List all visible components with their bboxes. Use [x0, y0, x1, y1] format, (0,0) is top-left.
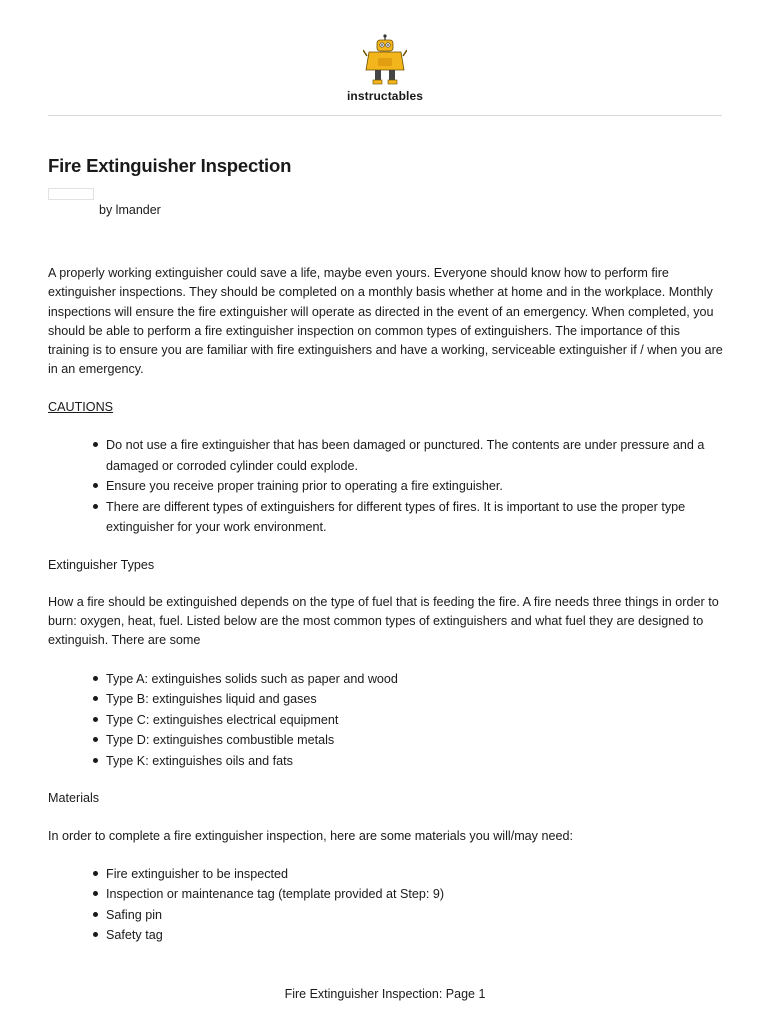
- materials-list: [48, 864, 724, 946]
- list-item: Type D: extinguishes combustible metals: [106, 730, 724, 751]
- list-item: Ensure you receive proper training prior to operating a fire extinguisher.: [106, 476, 724, 497]
- list-item: Type K: extinguishes oils and fats: [106, 751, 724, 772]
- article-body: [48, 264, 724, 946]
- extinguisher-types-heading: Extinguisher Types: [48, 557, 155, 572]
- list-item: Safety tag: [106, 925, 724, 946]
- list-item: Do not use a fire extinguisher that has been damaged or punctured. The contents are under pressure and a damaged or corroded cylinder could explode.: [106, 435, 724, 476]
- page-title: Fire Extinguisher Inspection: [48, 155, 292, 176]
- intro-paragraph: A properly working extinguisher could save a life, maybe even yours. Everyone should know how to perform fire extinguisher inspections. They should be completed on a monthly basis whether at home and in the workplace. Monthly inspections will ensure the fire extinguisher will operate as directed in the event of an emergency. When completed, you should be able to perform a fire extinguisher inspection on common types of extinguishers. The importance of this training is to ensure you are familiar with fire extinguishers and have a working, serviceable extinguisher if / when you are in an emergency.: [48, 266, 723, 377]
- author-byline[interactable]: by lmander: [99, 203, 161, 217]
- list-item: There are different types of extinguishers for different types of fires. It is important to use the proper type extinguisher for your work environment.: [106, 497, 724, 538]
- materials-paragraph: In order to complete a fire extinguisher inspection, here are some materials you will/may need:: [48, 828, 573, 843]
- extinguisher-types-paragraph: How a fire should be extinguished depends on the type of fuel that is feeding the fire. A fire needs three things in order to burn: oxygen, heat, fuel. Listed below are the most common types of extinguishers and what fuel they are designed to extinguish. There are some: [48, 594, 719, 648]
- list-item: Safing pin: [106, 905, 724, 926]
- author-avatar-placeholder: [48, 188, 94, 200]
- materials-heading: Materials: [48, 791, 100, 806]
- list-item: Inspection or maintenance tag (template provided at Step: 9): [106, 884, 724, 905]
- list-item: Type C: extinguishes electrical equipment: [106, 710, 724, 731]
- brand-name[interactable]: instructables: [347, 89, 423, 103]
- extinguisher-types-list: [48, 669, 724, 772]
- cautions-heading: CAUTIONS: [48, 399, 114, 414]
- page-footer: Fire Extinguisher Inspection: Page 1: [284, 987, 486, 1001]
- instructables-robot-logo: [363, 34, 407, 86]
- list-item: Type A: extinguishes solids such as paper and wood: [106, 669, 724, 690]
- cautions-list: [48, 435, 724, 538]
- list-item: Type B: extinguishes liquid and gases: [106, 689, 724, 710]
- page-header: [0, 0, 770, 118]
- list-item: Fire extinguisher to be inspected: [106, 864, 724, 885]
- header-divider: [48, 115, 722, 116]
